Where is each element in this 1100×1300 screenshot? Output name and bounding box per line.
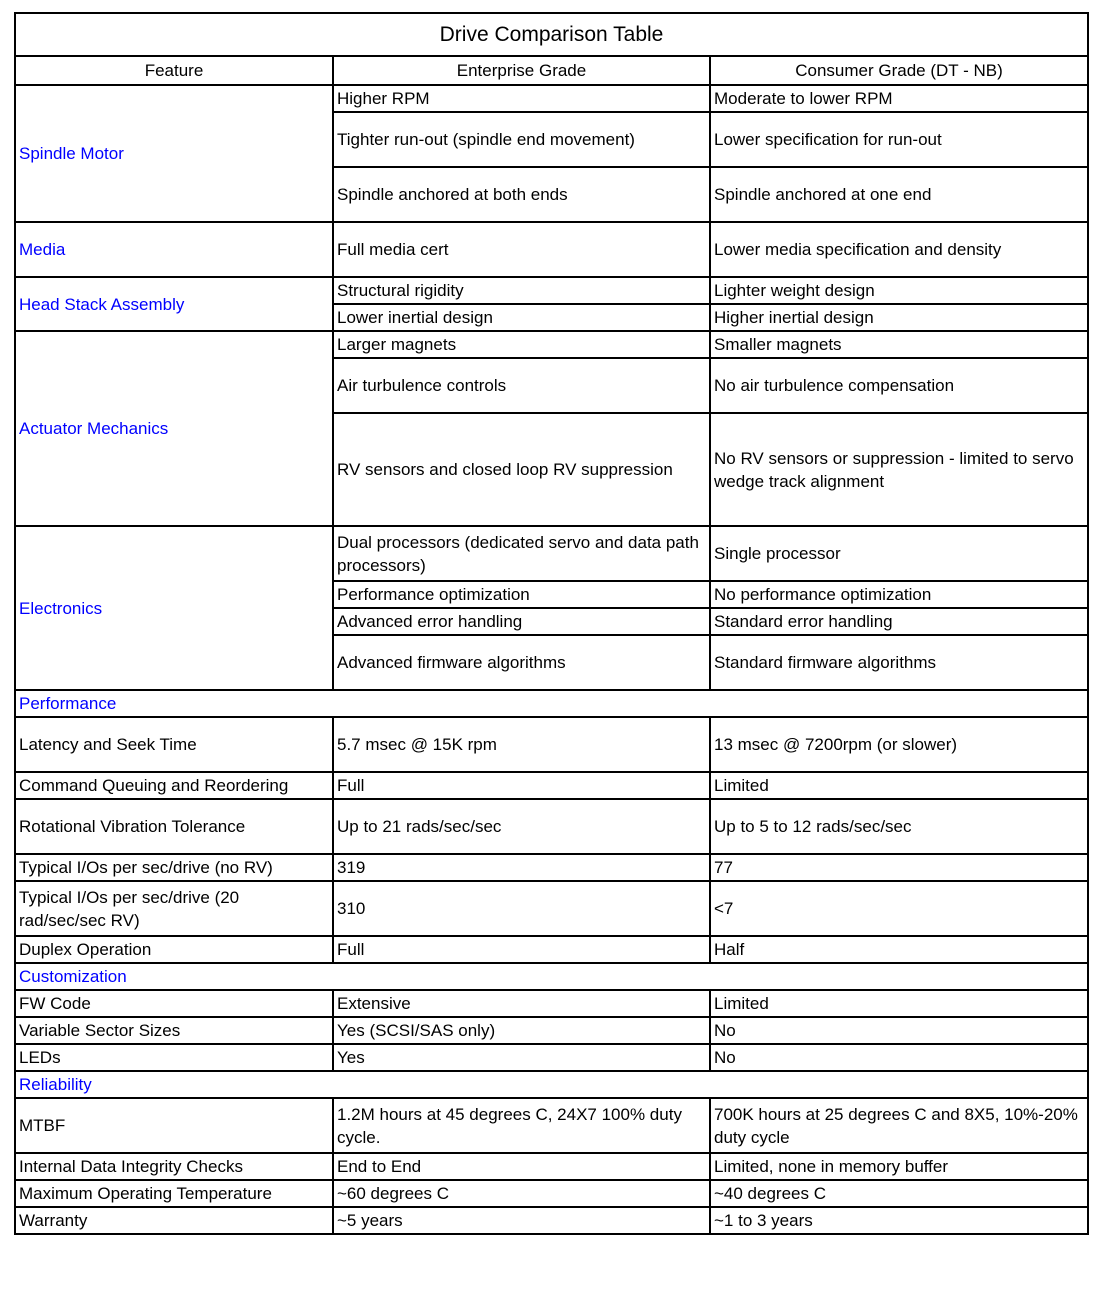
feature-cell: Variable Sector Sizes	[15, 1017, 333, 1044]
column-header-consumer: Consumer Grade (DT - NB)	[710, 56, 1088, 85]
table-row	[15, 1017, 1088, 1044]
section-heading-performance: Performance	[15, 690, 1088, 717]
table-row	[15, 799, 1088, 854]
consumer-cell: 77	[710, 854, 1088, 881]
enterprise-cell: RV sensors and closed loop RV suppression	[333, 413, 710, 526]
table-row	[15, 1044, 1088, 1071]
consumer-cell: Lower media specification and density	[710, 222, 1088, 277]
enterprise-cell: 5.7 msec @ 15K rpm	[333, 717, 710, 772]
enterprise-cell: Up to 21 rads/sec/sec	[333, 799, 710, 854]
consumer-cell: No performance optimization	[710, 581, 1088, 608]
category-head-stack-assembly: Head Stack Assembly	[15, 277, 333, 331]
table-row	[15, 717, 1088, 772]
feature-cell: LEDs	[15, 1044, 333, 1071]
consumer-cell: Lighter weight design	[710, 277, 1088, 304]
feature-cell: Rotational Vibration Tolerance	[15, 799, 333, 854]
column-header-feature: Feature	[15, 56, 333, 85]
feature-cell: FW Code	[15, 990, 333, 1017]
feature-cell: MTBF	[15, 1098, 333, 1153]
enterprise-cell: Spindle anchored at both ends	[333, 167, 710, 222]
consumer-cell: Standard firmware algorithms	[710, 635, 1088, 690]
enterprise-cell: Yes	[333, 1044, 710, 1071]
enterprise-cell: End to End	[333, 1153, 710, 1180]
enterprise-cell: Tighter run-out (spindle end movement)	[333, 112, 710, 167]
feature-cell: Typical I/Os per sec/drive (no RV)	[15, 854, 333, 881]
drive-comparison-table	[14, 12, 1089, 1235]
enterprise-cell: Dual processors (dedicated servo and data path processors)	[333, 526, 710, 581]
section-row-reliability	[15, 1071, 1088, 1098]
category-media: Media	[15, 222, 333, 277]
consumer-cell: Smaller magnets	[710, 331, 1088, 358]
enterprise-cell: Yes (SCSI/SAS only)	[333, 1017, 710, 1044]
consumer-cell: No	[710, 1017, 1088, 1044]
feature-cell: Internal Data Integrity Checks	[15, 1153, 333, 1180]
table-row	[15, 277, 1088, 304]
section-heading-customization: Customization	[15, 963, 1088, 990]
enterprise-cell: Higher RPM	[333, 85, 710, 112]
table-row	[15, 936, 1088, 963]
section-heading-reliability: Reliability	[15, 1071, 1088, 1098]
table-row	[15, 526, 1088, 581]
enterprise-cell: 319	[333, 854, 710, 881]
table-title: Drive Comparison Table	[15, 13, 1088, 56]
enterprise-cell: Advanced firmware algorithms	[333, 635, 710, 690]
section-row-performance	[15, 690, 1088, 717]
feature-cell: Command Queuing and Reordering	[15, 772, 333, 799]
consumer-cell: Limited, none in memory buffer	[710, 1153, 1088, 1180]
title-row	[15, 13, 1088, 56]
table-row	[15, 1153, 1088, 1180]
feature-cell: Duplex Operation	[15, 936, 333, 963]
consumer-cell: Half	[710, 936, 1088, 963]
table-row	[15, 990, 1088, 1017]
consumer-cell: Limited	[710, 772, 1088, 799]
enterprise-cell: Full media cert	[333, 222, 710, 277]
consumer-cell: <7	[710, 881, 1088, 936]
enterprise-cell: ~5 years	[333, 1207, 710, 1234]
consumer-cell: Single processor	[710, 526, 1088, 581]
table-row	[15, 85, 1088, 112]
enterprise-cell: 1.2M hours at 45 degrees C, 24X7 100% duty cycle.	[333, 1098, 710, 1153]
section-row-customization	[15, 963, 1088, 990]
table-row	[15, 881, 1088, 936]
table-row	[15, 1207, 1088, 1234]
consumer-cell: ~1 to 3 years	[710, 1207, 1088, 1234]
table-row	[15, 772, 1088, 799]
consumer-cell: Up to 5 to 12 rads/sec/sec	[710, 799, 1088, 854]
enterprise-cell: ~60 degrees C	[333, 1180, 710, 1207]
consumer-cell: 700K hours at 25 degrees C and 8X5, 10%-20% duty cycle	[710, 1098, 1088, 1153]
consumer-cell: No RV sensors or suppression - limited to servo wedge track alignment	[710, 413, 1088, 526]
table-row	[15, 854, 1088, 881]
enterprise-cell: Lower inertial design	[333, 304, 710, 331]
consumer-cell: Moderate to lower RPM	[710, 85, 1088, 112]
feature-cell: Maximum Operating Temperature	[15, 1180, 333, 1207]
consumer-cell: ~40 degrees C	[710, 1180, 1088, 1207]
enterprise-cell: Full	[333, 772, 710, 799]
category-electronics: Electronics	[15, 526, 333, 690]
feature-cell: Warranty	[15, 1207, 333, 1234]
enterprise-cell: Full	[333, 936, 710, 963]
enterprise-cell: Air turbulence controls	[333, 358, 710, 413]
table-row	[15, 331, 1088, 358]
feature-cell: Typical I/Os per sec/drive (20 rad/sec/sec RV)	[15, 881, 333, 936]
enterprise-cell: Structural rigidity	[333, 277, 710, 304]
consumer-cell: Higher inertial design	[710, 304, 1088, 331]
category-actuator-mechanics: Actuator Mechanics	[15, 331, 333, 526]
table-row	[15, 1180, 1088, 1207]
consumer-cell: No air turbulence compensation	[710, 358, 1088, 413]
consumer-cell: Limited	[710, 990, 1088, 1017]
category-spindle-motor: Spindle Motor	[15, 85, 333, 222]
enterprise-cell: Performance optimization	[333, 581, 710, 608]
feature-cell: Latency and Seek Time	[15, 717, 333, 772]
consumer-cell: Lower specification for run-out	[710, 112, 1088, 167]
consumer-cell: Spindle anchored at one end	[710, 167, 1088, 222]
enterprise-cell: Extensive	[333, 990, 710, 1017]
column-header-enterprise: Enterprise Grade	[333, 56, 710, 85]
enterprise-cell: Advanced error handling	[333, 608, 710, 635]
enterprise-cell: 310	[333, 881, 710, 936]
consumer-cell: No	[710, 1044, 1088, 1071]
table-row	[15, 1098, 1088, 1153]
table-row	[15, 222, 1088, 277]
consumer-cell: 13 msec @ 7200rpm (or slower)	[710, 717, 1088, 772]
consumer-cell: Standard error handling	[710, 608, 1088, 635]
enterprise-cell: Larger magnets	[333, 331, 710, 358]
header-row	[15, 56, 1088, 85]
